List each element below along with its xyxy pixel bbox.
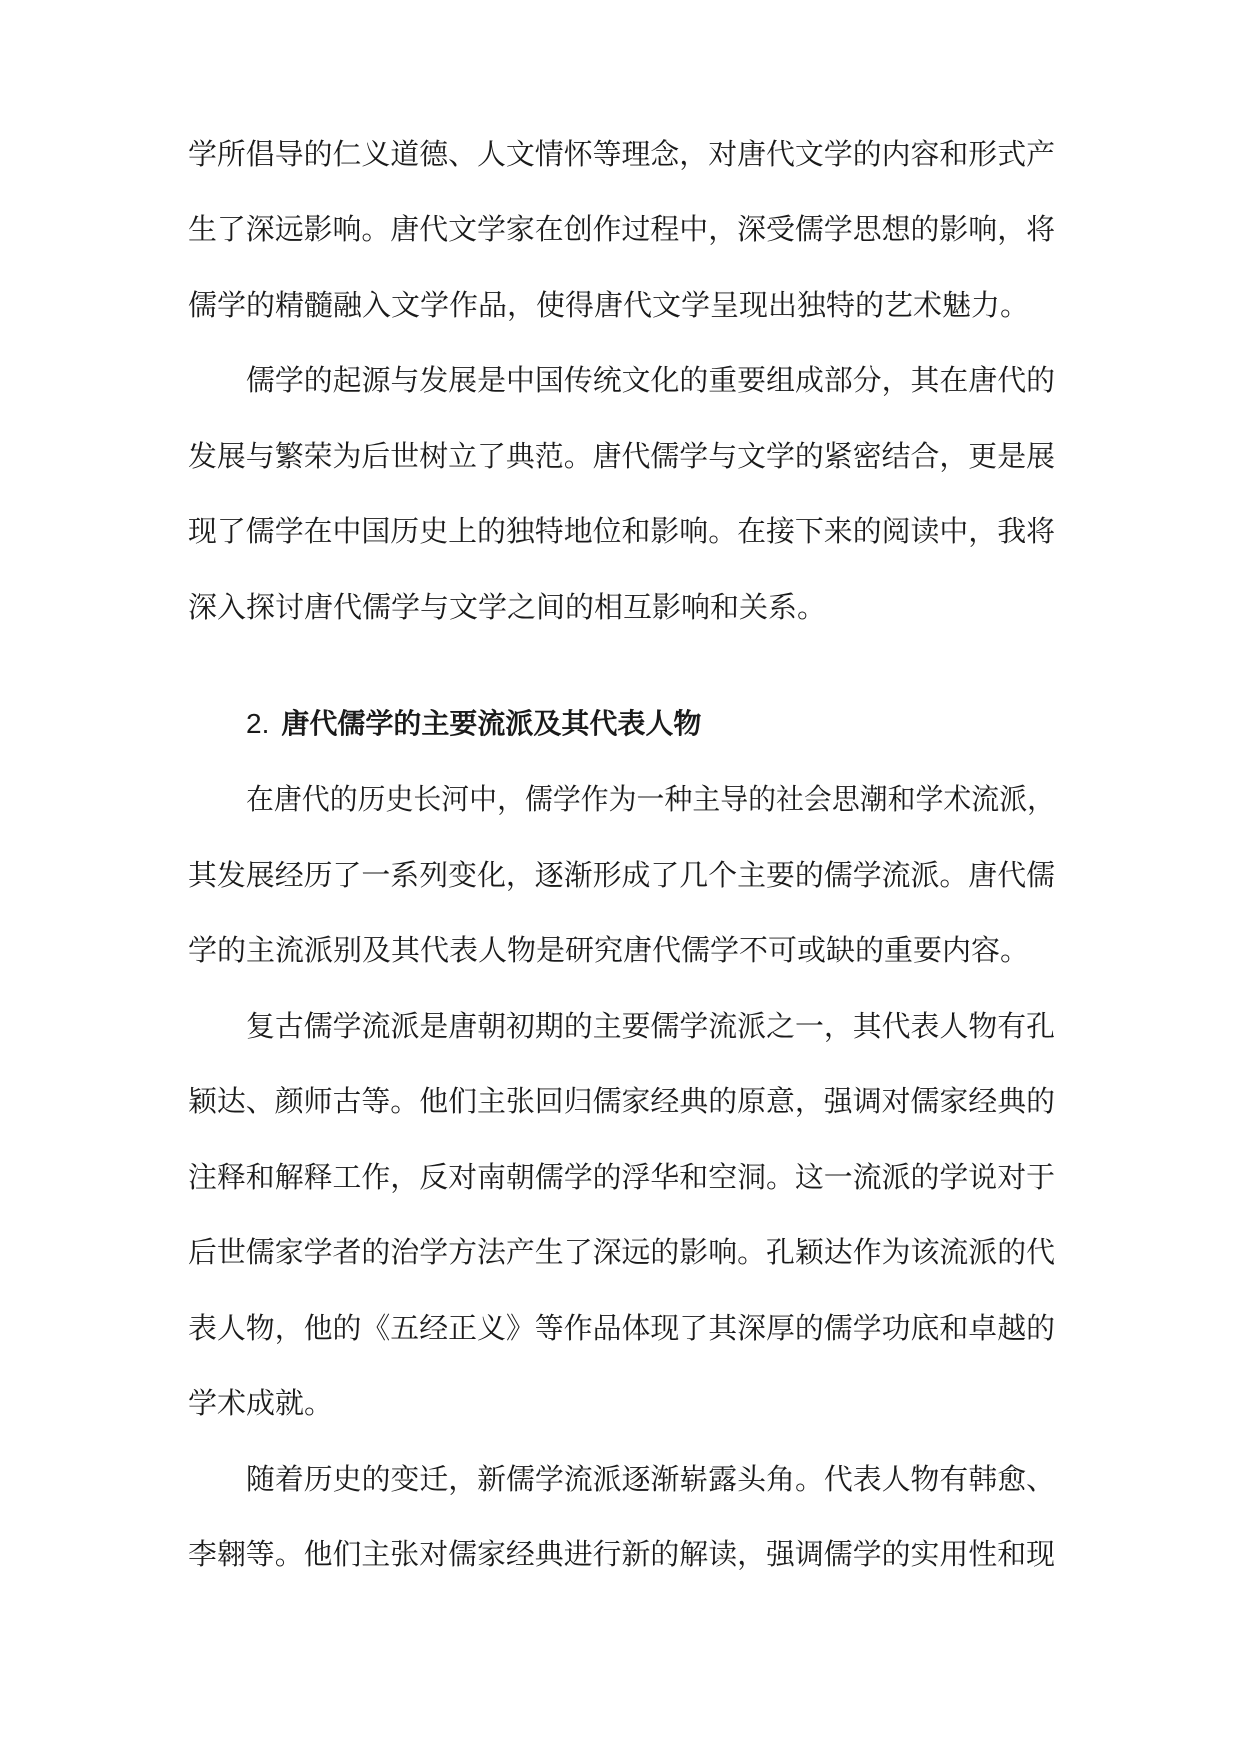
paragraph-1-line-3: 儒学的精髓融入文学作品，使得唐代文学呈现出独特的艺术魅力。 <box>188 288 1030 322</box>
paragraph-5-line-1: 随着历史的变迁，新儒学流派逐渐崭露头角。代表人物有韩愈、 <box>246 1462 1056 1496</box>
paragraph-5-line-2: 李翱等。他们主张对儒家经典进行新的解读，强调儒学的实用性和现 <box>188 1537 1056 1571</box>
paragraph-2-line-3: 现了儒学在中国历史上的独特地位和影响。在接下来的阅读中，我将 <box>188 514 1056 548</box>
paragraph-4-line-2: 颖达、颜师古等。他们主张回归儒家经典的原意，强调对儒家经典的 <box>188 1084 1056 1118</box>
paragraph-1-line-1: 学所倡导的仁义道德、人文情怀等理念，对唐代文学的内容和形式产 <box>188 137 1056 171</box>
paragraph-3-line-3: 学的主流派别及其代表人物是研究唐代儒学不可或缺的重要内容。 <box>188 933 1030 967</box>
section-heading <box>246 704 701 744</box>
paragraph-4-line-5: 表人物，他的《五经正义》等作品体现了其深厚的儒学功底和卓越的 <box>188 1311 1056 1345</box>
paragraph-2-line-1: 儒学的起源与发展是中国传统文化的重要组成部分，其在唐代的 <box>246 363 1056 397</box>
paragraph-4-line-3: 注释和解释工作，反对南朝儒学的浮华和空洞。这一流派的学说对于 <box>188 1160 1056 1194</box>
section-title: 唐代儒学的主要流派及其代表人物 <box>281 707 702 740</box>
paragraph-4-line-1: 复古儒学流派是唐朝初期的主要儒学流派之一，其代表人物有孔 <box>246 1009 1056 1043</box>
paragraph-4-line-6: 学术成就。 <box>188 1386 334 1420</box>
section-number: 2. <box>246 708 270 739</box>
paragraph-4-line-4: 后世儒家学者的治学方法产生了深远的影响。孔颖达作为该流派的代 <box>188 1235 1056 1269</box>
paragraph-3-line-2: 其发展经历了一系列变化，逐渐形成了几个主要的儒学流派。唐代儒 <box>188 858 1056 892</box>
paragraph-1-line-2: 生了深远影响。唐代文学家在创作过程中，深受儒学思想的影响，将 <box>188 212 1056 246</box>
paragraph-2-line-2: 发展与繁荣为后世树立了典范。唐代儒学与文学的紧密结合，更是展 <box>188 439 1056 473</box>
paragraph-2-line-4: 深入探讨唐代儒学与文学之间的相互影响和关系。 <box>188 590 827 624</box>
paragraph-3-line-1: 在唐代的历史长河中，儒学作为一种主导的社会思潮和学术流派， <box>246 782 1056 816</box>
